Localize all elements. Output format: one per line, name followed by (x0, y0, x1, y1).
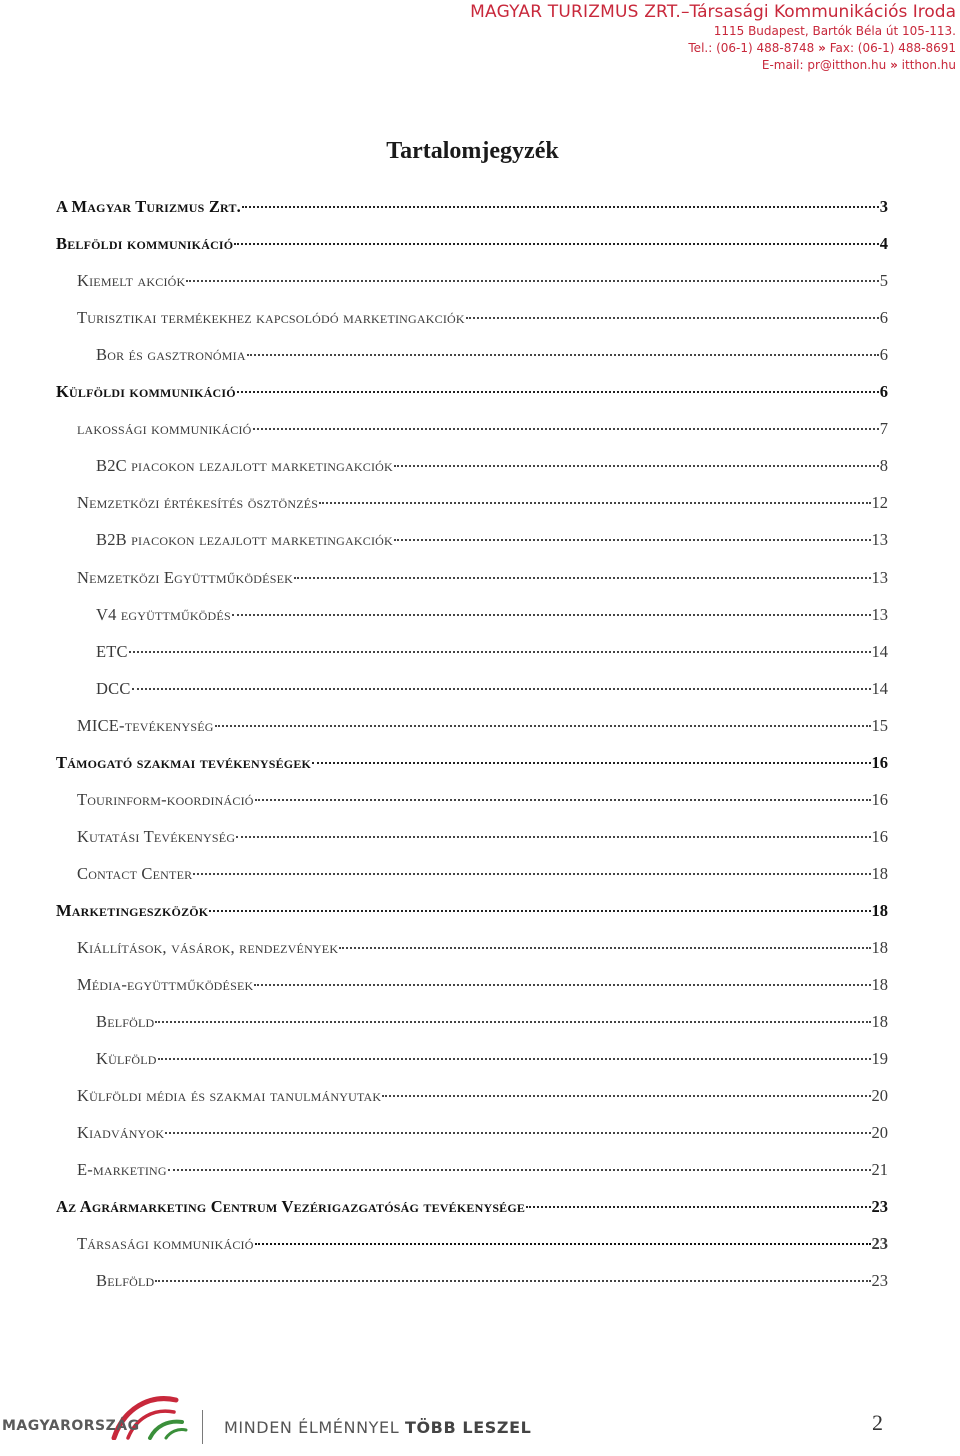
toc-entry-page: 23 (871, 1197, 888, 1216)
toc-entry-page: 23 (871, 1271, 888, 1290)
toc-entry-label: Bor és gasztronómia (96, 345, 246, 364)
letterhead-company: MAGYAR TURIZMUS ZRT.–Társasági Kommunikációs Iroda (470, 2, 956, 22)
toc-entry-page: 14 (871, 679, 888, 698)
toc-entry-page: 18 (871, 901, 888, 920)
toc-leader-dots (158, 1058, 871, 1060)
toc-entry-label: Kutatási Tevékenység (77, 827, 236, 846)
toc-entry-label: Kiadványok (77, 1123, 165, 1142)
toc-entry-page: 6 (879, 308, 888, 327)
toc-leader-dots (382, 1095, 870, 1097)
toc-entry-page: 12 (871, 493, 888, 512)
toc-entry-label: A Magyar Turizmus Zrt. (56, 197, 242, 216)
toc-entry-page: 3 (879, 197, 888, 216)
toc-entry-page: 18 (871, 938, 888, 957)
toc-leader-dots (215, 725, 871, 727)
toc-entry-page: 19 (871, 1049, 888, 1068)
toc-entry-page: 13 (871, 530, 888, 549)
toc-entry[interactable] (77, 1160, 888, 1186)
toc-entry-page: 16 (871, 827, 888, 846)
toc-leader-dots (242, 206, 879, 208)
toc-entry-page: 13 (871, 568, 888, 587)
toc-entry[interactable] (77, 1123, 888, 1149)
toc-entry-label: Tourinform-koordináció (77, 790, 254, 809)
toc-leader-dots (193, 873, 870, 875)
letterhead-email-web: E-mail: pr@itthon.hu » itthon.hu (761, 58, 956, 72)
toc-entry[interactable] (77, 1234, 888, 1260)
logo-text: MAGYARORSZÁG (2, 1418, 140, 1434)
letterhead-phone-fax: Tel.: (06-1) 488-8748 » Fax: (06-1) 488-8691 (688, 41, 956, 55)
toc-entry[interactable] (77, 419, 888, 445)
toc-leader-dots (232, 614, 871, 616)
toc-leader-dots (466, 317, 879, 319)
toc-leader-dots (237, 391, 879, 393)
toc-leader-dots (165, 1132, 870, 1134)
toc-entry-page: 20 (871, 1123, 888, 1142)
toc-leader-dots (255, 1243, 871, 1245)
toc-entry[interactable] (96, 642, 888, 668)
toc-leader-dots (319, 502, 870, 504)
page-footer (0, 1380, 960, 1456)
toc-entry[interactable] (96, 456, 888, 482)
toc-leader-dots (132, 688, 871, 690)
toc-entry-label: ETC (96, 642, 128, 661)
letterhead (470, 0, 956, 74)
toc-entry[interactable] (77, 1086, 888, 1112)
toc-entry-label: Contact Center (77, 864, 193, 883)
toc-leader-dots (236, 836, 870, 838)
toc-entry-label: Belföldi kommunikáció (56, 234, 234, 253)
toc-leader-dots (394, 465, 879, 467)
toc-entry-label: Turisztikai termékekhez kapcsolódó marketingakciók (77, 308, 465, 327)
toc-entry[interactable] (96, 1271, 888, 1297)
toc-entry-label: Nemzetközi Együttműködések (77, 568, 293, 587)
toc-entry[interactable] (77, 864, 888, 890)
toc-leader-dots (394, 539, 871, 541)
toc-entry-page: 7 (879, 419, 888, 438)
page-number: 2 (872, 1410, 883, 1435)
toc-leader-dots (247, 354, 879, 356)
letterhead-address: 1115 Budapest, Bartók Béla út 105-113. (713, 24, 956, 38)
toc-entry-label: Társasági kommunikáció (77, 1234, 254, 1253)
toc-leader-dots (254, 984, 870, 986)
toc-leader-dots (129, 651, 871, 653)
toc-entry-label: E-marketing (77, 1160, 167, 1179)
toc-entry-page: 20 (871, 1086, 888, 1105)
toc-entry-page: 4 (879, 234, 888, 253)
toc-entry-label: DCC (96, 679, 131, 698)
slogan: MINDEN ÉLMÉNNYEL TÖBB LESZEL (224, 1418, 532, 1437)
toc-entry[interactable] (96, 605, 888, 631)
toc-entry-page: 18 (871, 975, 888, 994)
toc-entry-label: Kiállítások, vásárok, rendezvények (77, 938, 339, 957)
toc-entry-page: 5 (879, 271, 888, 290)
toc-entry-label: Média-együttműködések (77, 975, 254, 994)
toc-entry-label: Belföld (96, 1012, 155, 1031)
toc-leader-dots (339, 947, 870, 949)
toc-entry[interactable] (56, 753, 888, 779)
toc-entry-page: 15 (871, 716, 888, 735)
toc-entry-label: MICE-tevékenység (77, 716, 214, 735)
toc-leader-dots (168, 1169, 871, 1171)
toc-entry-label: Belföld (96, 1271, 155, 1290)
toc-leader-dots (186, 280, 878, 282)
toc-leader-dots (255, 799, 871, 801)
toc-entry-label: Nemzetközi értékesítés ösztönzés (77, 493, 319, 512)
page-title: Tartalomjegyzék (386, 138, 559, 164)
toc-entry[interactable] (77, 790, 888, 816)
toc-entry-page: 23 (871, 1234, 888, 1253)
toc-entry[interactable] (77, 308, 888, 334)
toc-entry-label: Az Agrármarketing Centrum Vezérigazgatóság tevékenysége (56, 1197, 526, 1216)
toc-entry-label: V4 együttműködés (96, 605, 231, 624)
toc-entry[interactable] (56, 382, 888, 408)
company-name: MAGYAR TURIZMUS ZRT. (470, 2, 682, 22)
toc-entry[interactable] (96, 530, 888, 556)
toc-entry-label: Külföldi kommunikáció (56, 382, 236, 401)
toc-entry-page: 8 (879, 456, 888, 475)
toc-entry[interactable] (96, 1049, 888, 1075)
toc-entry-label: Marketingeszközök (56, 901, 209, 920)
toc-leader-dots (312, 762, 870, 764)
toc-entry-page: 13 (871, 605, 888, 624)
toc-entry[interactable] (96, 345, 888, 371)
toc-entry[interactable] (56, 234, 888, 260)
toc-entry[interactable] (56, 1197, 888, 1223)
toc-entry[interactable] (56, 901, 888, 927)
toc-entry-page: 14 (871, 642, 888, 661)
toc-entry-label: Kiemelt akciók (77, 271, 186, 290)
toc-leader-dots (209, 910, 870, 912)
toc-entry[interactable] (77, 827, 888, 853)
toc-entry[interactable] (77, 568, 888, 594)
footer-divider (202, 1410, 203, 1444)
toc-leader-dots (526, 1206, 870, 1208)
toc-entry-label: Külföld (96, 1049, 157, 1068)
toc-entry-page: 6 (879, 382, 888, 401)
toc-entry[interactable] (77, 975, 888, 1001)
toc-entry[interactable] (77, 271, 888, 297)
toc-entry-label: Támogató szakmai tevékenységek (56, 753, 312, 772)
toc-entry-label: Külföldi média és szakmai tanulmányutak (77, 1086, 382, 1105)
toc-leader-dots (253, 428, 879, 430)
toc-entry[interactable] (96, 1012, 888, 1038)
toc-entry-page: 6 (879, 345, 888, 364)
toc-entry-page: 21 (871, 1160, 888, 1179)
toc-entry[interactable] (56, 197, 888, 223)
toc-leader-dots (294, 577, 871, 579)
toc-leader-dots (234, 243, 878, 245)
toc-entry[interactable] (96, 679, 888, 705)
toc-entry[interactable] (77, 716, 888, 742)
toc-entry-label: lakossági kommunikáció (77, 419, 252, 438)
toc-entry[interactable] (77, 493, 888, 519)
toc-leader-dots (155, 1021, 870, 1023)
toc-entry-page: 16 (871, 753, 888, 772)
department-name: Társasági Kommunikációs Iroda (689, 2, 956, 22)
toc-entry[interactable] (77, 938, 888, 964)
toc-entry-label: B2C piacokon lezajlott marketingakciók (96, 456, 393, 475)
toc-entry-page: 18 (871, 864, 888, 883)
toc-entry-page: 18 (871, 1012, 888, 1031)
toc-entry-page: 16 (871, 790, 888, 809)
toc-entry-label: B2B piacokon lezajlott marketingakciók (96, 530, 393, 549)
toc-leader-dots (155, 1280, 870, 1282)
